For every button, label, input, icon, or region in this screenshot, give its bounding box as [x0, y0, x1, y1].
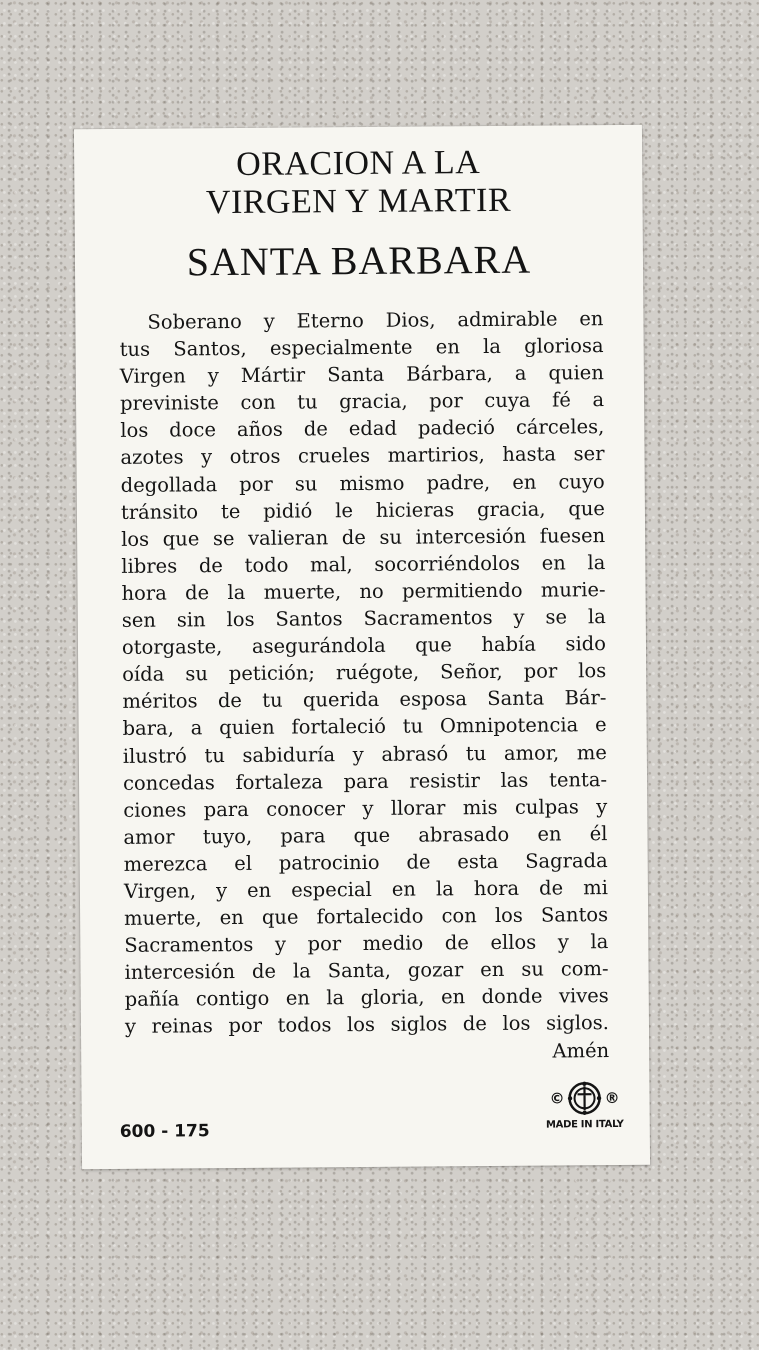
prayer-line: los que se valieran de su intercesión fuesen — [121, 523, 606, 551]
prayer-line: y reinas por todos los siglos de los siglos. — [124, 1011, 610, 1039]
prayer-line: libres de todo mal, socorriéndolos en la — [121, 550, 606, 578]
title-line-1: ORACION A LA — [236, 144, 481, 183]
copyright-symbol: © — [549, 1089, 565, 1108]
catalog-code: 600 - 175 — [119, 1121, 210, 1142]
saint-name-heading: SANTA BARBARA — [186, 236, 532, 285]
prayer-line: Soberano y Eterno Dios, admirable en — [147, 307, 604, 334]
title-line-2: VIRGEN Y MARTIR — [205, 181, 512, 222]
prayer-amen: Amén — [552, 1038, 610, 1063]
prayer-line: ciones para conocer y llorar mis culpas y — [123, 794, 608, 822]
registered-symbol: ® — [604, 1088, 620, 1108]
prayer-line: pañía contigo en la gloria, en donde vives — [124, 984, 609, 1012]
prayer-line: previniste con tu gracia, por cuya fé a — [119, 388, 605, 416]
prayer-line: ilustró tu sabiduría y abrasó tu amor, me — [122, 740, 607, 768]
prayer-card — [74, 125, 650, 1169]
prayer-line: merezca el patrocinio de esta Sagrada — [123, 848, 608, 876]
prayer-line: muerte, en que fortalecido con los Santos — [124, 903, 609, 930]
prayer-line: azotes y otros crueles martirios, hasta ser — [120, 442, 605, 470]
prayer-line: oída su petición; ruégote, Señor, por los — [122, 659, 607, 687]
prayer-line: sen sin los Santos Sacramentos y se la — [121, 605, 606, 632]
publisher-mark — [538, 1080, 630, 1131]
prayer-line: concedas fortaleza para resistir las tenta- — [122, 767, 608, 795]
prayer-line: degollada por su mismo padre, en cuyo — [120, 469, 605, 497]
prayer-line: hora de la muerte, no permitiendo murie- — [121, 578, 606, 605]
prayer-line: Sacramentos y por medio de ellos y la — [124, 930, 609, 958]
publisher-logo-icon — [566, 1080, 602, 1116]
prayer-line: tránsito te pidió le hicieras gracia, que — [120, 496, 606, 524]
prayer-line: intercesión de la Santa, gozar en su com- — [124, 957, 609, 985]
prayer-line: bara, a quien fortaleció tu Omnipotencia e — [122, 713, 607, 741]
prayer-line: amor tuyo, para que abrasado en él — [123, 821, 608, 849]
prayer-text — [119, 305, 609, 1067]
prayer-line: los doce años de edad padeció cárceles, — [120, 415, 605, 443]
prayer-line: Virgen, y en especial en la hora de mi — [123, 876, 608, 903]
made-in-label: MADE IN ITALY — [545, 1118, 624, 1131]
prayer-line: tus Santos, especialmente en la gloriosa — [119, 334, 604, 361]
prayer-line: méritos de tu querida esposa Santa Bár- — [122, 686, 607, 714]
prayer-line: otorgaste, asegurándola que había sido — [121, 632, 607, 660]
prayer-line: Virgen y Mártir Santa Bárbara, a quien — [119, 361, 604, 389]
